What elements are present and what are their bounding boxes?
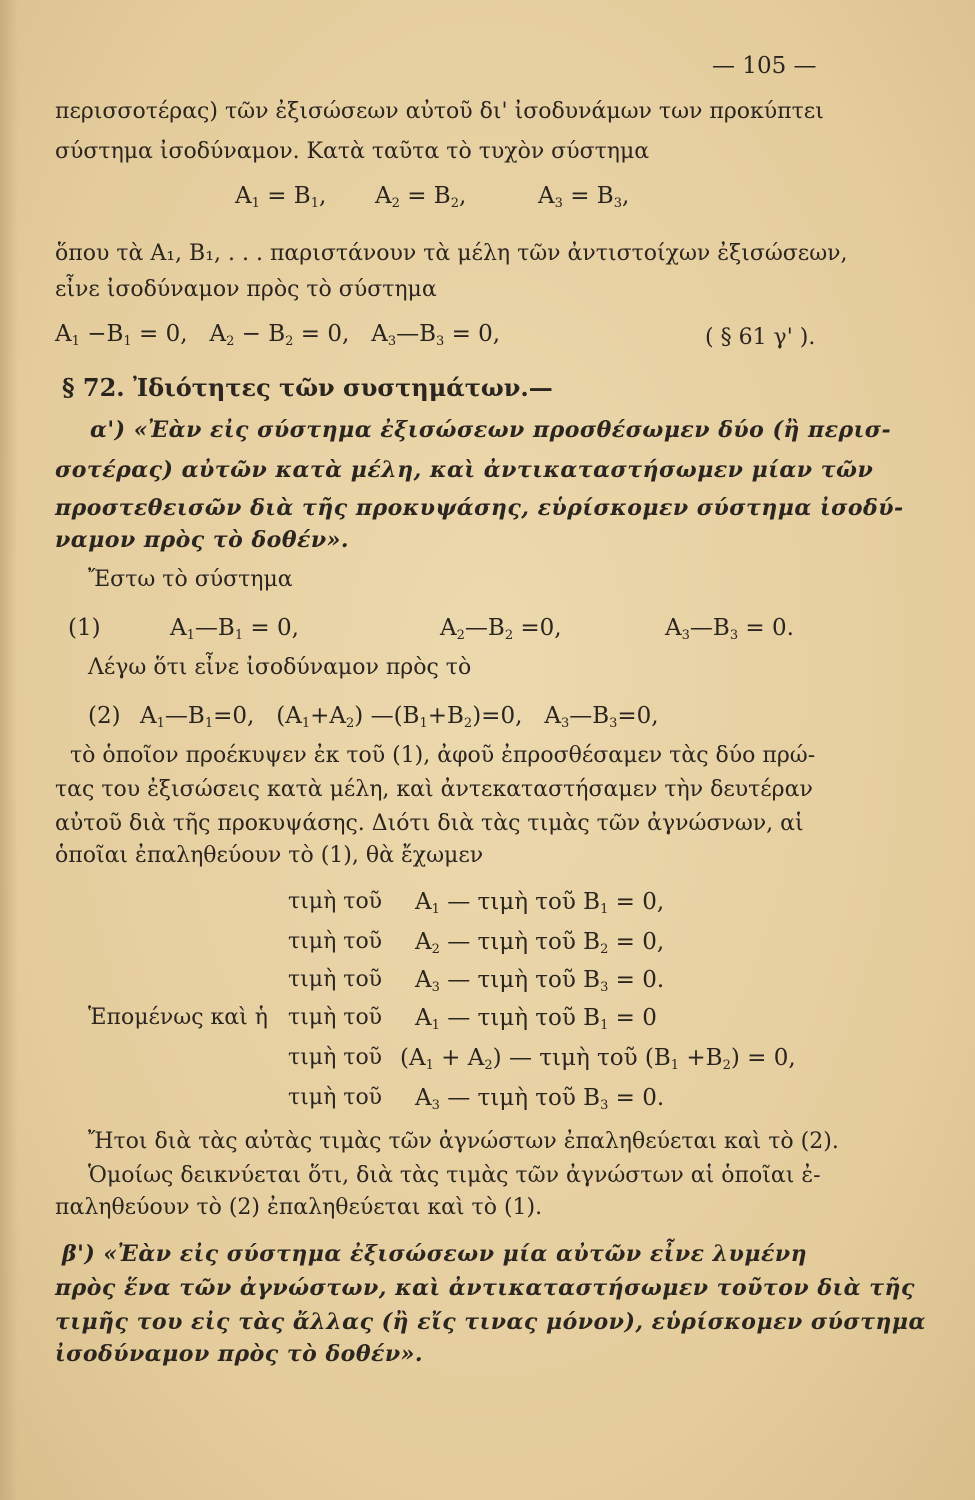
text-line: εἶνε ἰσοδύναμον πρὸς τὸ σύστημα	[55, 277, 437, 302]
text-line: Ὁμοίως δεικνύεται ὅτι, διὰ τὰς τιμὰς τῶν ἀγνώστων αἱ ὁποῖαι ἐ-	[88, 1163, 821, 1188]
text-line: ὅπου τὰ Α₁, Β₁, . . . παριστάνουν τὰ μέλη τῶν ἀντιστοίχων ἐξισώσεων,	[55, 241, 848, 266]
system-1-eq2: $A_2—B_2 =0$,	[440, 615, 562, 643]
proposition-b: τιμῆς του εἰς τὰς ἄλλας (ἢ εἴς τινας μόνον), εὑρίσκομεν σύστημα	[55, 1309, 926, 1335]
value-row-1: $A_1$ — τιμὴ τοῦ $B_1 = 0$,	[415, 889, 665, 917]
value-row-4: $A_1$ — τιμὴ τοῦ $B_1 = 0$	[415, 1005, 657, 1033]
text-line: ὁποῖαι ἐπαληθεύουν τὸ (1), θὰ ἔχωμεν	[55, 843, 484, 868]
value-label: τιμὴ τοῦ	[288, 967, 383, 992]
page-number: — 105 —	[712, 53, 817, 79]
equation-a3-b3: $A_3 = B_3$,	[538, 183, 630, 211]
value-label: τιμὴ τοῦ	[288, 929, 383, 954]
system-1-eq3: $A_3—B_3 = 0$.	[665, 615, 794, 643]
proposition-b: ἰσοδύναμον πρὸς τὸ δοθέν».	[55, 1341, 424, 1367]
value-row-2: $A_2$ — τιμὴ τοῦ $B_2 = 0$,	[415, 929, 665, 957]
equation-label-1: (1)	[68, 615, 101, 641]
value-row-5: $(A_1 + A_2)$ — τιμὴ τοῦ $(B_1 +B_2) = 0$,	[400, 1045, 796, 1073]
value-row-3: $A_3$ — τιμὴ τοῦ $B_3 = 0$.	[415, 967, 665, 995]
text-line: περισσοτέρας) τῶν ἐξισώσεων αὐτοῦ δι' ἰσοδυνάμων των προκύπτει	[55, 99, 824, 124]
equation-label-2: (2)	[88, 703, 121, 729]
text-line: παληθεύουν τὸ (2) ἐπαληθεύεται καὶ τὸ (1).	[55, 1195, 543, 1220]
text-line: τὸ ὁποῖον προέκυψεν ἐκ τοῦ (1), ἀφοῦ ἐπροσθέσαμεν τὰς δύο πρώ-	[70, 743, 816, 768]
system-2: $A_1—B_1=0$, $(A_1+A_2)$ $—(B_1+B_2)=0$, $A_3—B_3=0$,	[140, 703, 659, 731]
text-line: Ἑπομένως καὶ ἡ	[88, 1005, 268, 1030]
proposition-a: ναμον πρὸς τὸ δοθέν».	[55, 527, 350, 553]
proposition-a: προστεθεισῶν διὰ τῆς προκυψάσης, εὑρίσκομεν σύστημα ἰσοδύ-	[55, 495, 904, 521]
text-line: τας του ἐξισώσεις κατὰ μέλη, καὶ ἀντεκαταστήσαμεν τὴν δευτέραν	[55, 777, 813, 802]
value-label: τιμὴ τοῦ	[288, 889, 383, 914]
text-line: Ἔστω τὸ σύστημα	[88, 567, 293, 592]
value-row-6: $A_3$ — τιμὴ τοῦ $B_3 = 0$.	[415, 1085, 665, 1113]
section-heading: § 72. Ἰδιότητες τῶν συστημάτων.—	[62, 373, 553, 402]
page-edge	[0, 0, 18, 1500]
proposition-b: β') «Ἐὰν εἰς σύστημα ἐξισώσεων μία αὐτῶν εἶνε λυμένη	[62, 1241, 808, 1267]
value-label: τιμὴ τοῦ	[288, 1005, 383, 1030]
text-line: σύστημα ἰσοδύναμον. Κατὰ ταῦτα τὸ τυχὸν σύστημα	[55, 139, 650, 164]
proposition-b: πρὸς ἕνα τῶν ἀγνώστων, καὶ ἀντικαταστήσωμεν τοῦτον διὰ τῆς	[55, 1275, 915, 1301]
text-line: Ἤτοι διὰ τὰς αὐτὰς τιμὰς τῶν ἀγνώστων ἐπαληθεύεται καὶ τὸ (2).	[88, 1129, 839, 1154]
value-label: τιμὴ τοῦ	[288, 1085, 383, 1110]
text-line: Λέγω ὅτι εἶνε ἰσοδύναμον πρὸς τὸ	[88, 655, 472, 680]
equation-a1-b1: $A_1 = B_1$,	[235, 183, 327, 211]
value-label: τιμὴ τοῦ	[288, 1045, 383, 1070]
proposition-a: α') «Ἐὰν εἰς σύστημα ἐξισώσεων προσθέσωμεν δύο (ἢ περισ-	[90, 417, 892, 443]
proposition-a: σοτέρας) αὐτῶν κατὰ μέλη, καὶ ἀντικαταστήσωμεν μίαν τῶν	[55, 457, 874, 483]
reference: ( § 61 γ' ).	[705, 325, 816, 350]
system-1-eq1: $A_1—B_1 = 0$,	[170, 615, 299, 643]
equation-a2-b2: $A_2 = B_2$,	[375, 183, 467, 211]
text-line: αὐτοῦ διὰ τῆς προκυψάσης. Διότι διὰ τὰς τιμὰς τῶν ἀγνώσνων, αἱ	[55, 811, 804, 836]
equation-diff-row: $A_1 -B_1 = 0$, $A_2 - B_2 = 0$, $A_3—B_3 = 0$,	[55, 321, 501, 349]
